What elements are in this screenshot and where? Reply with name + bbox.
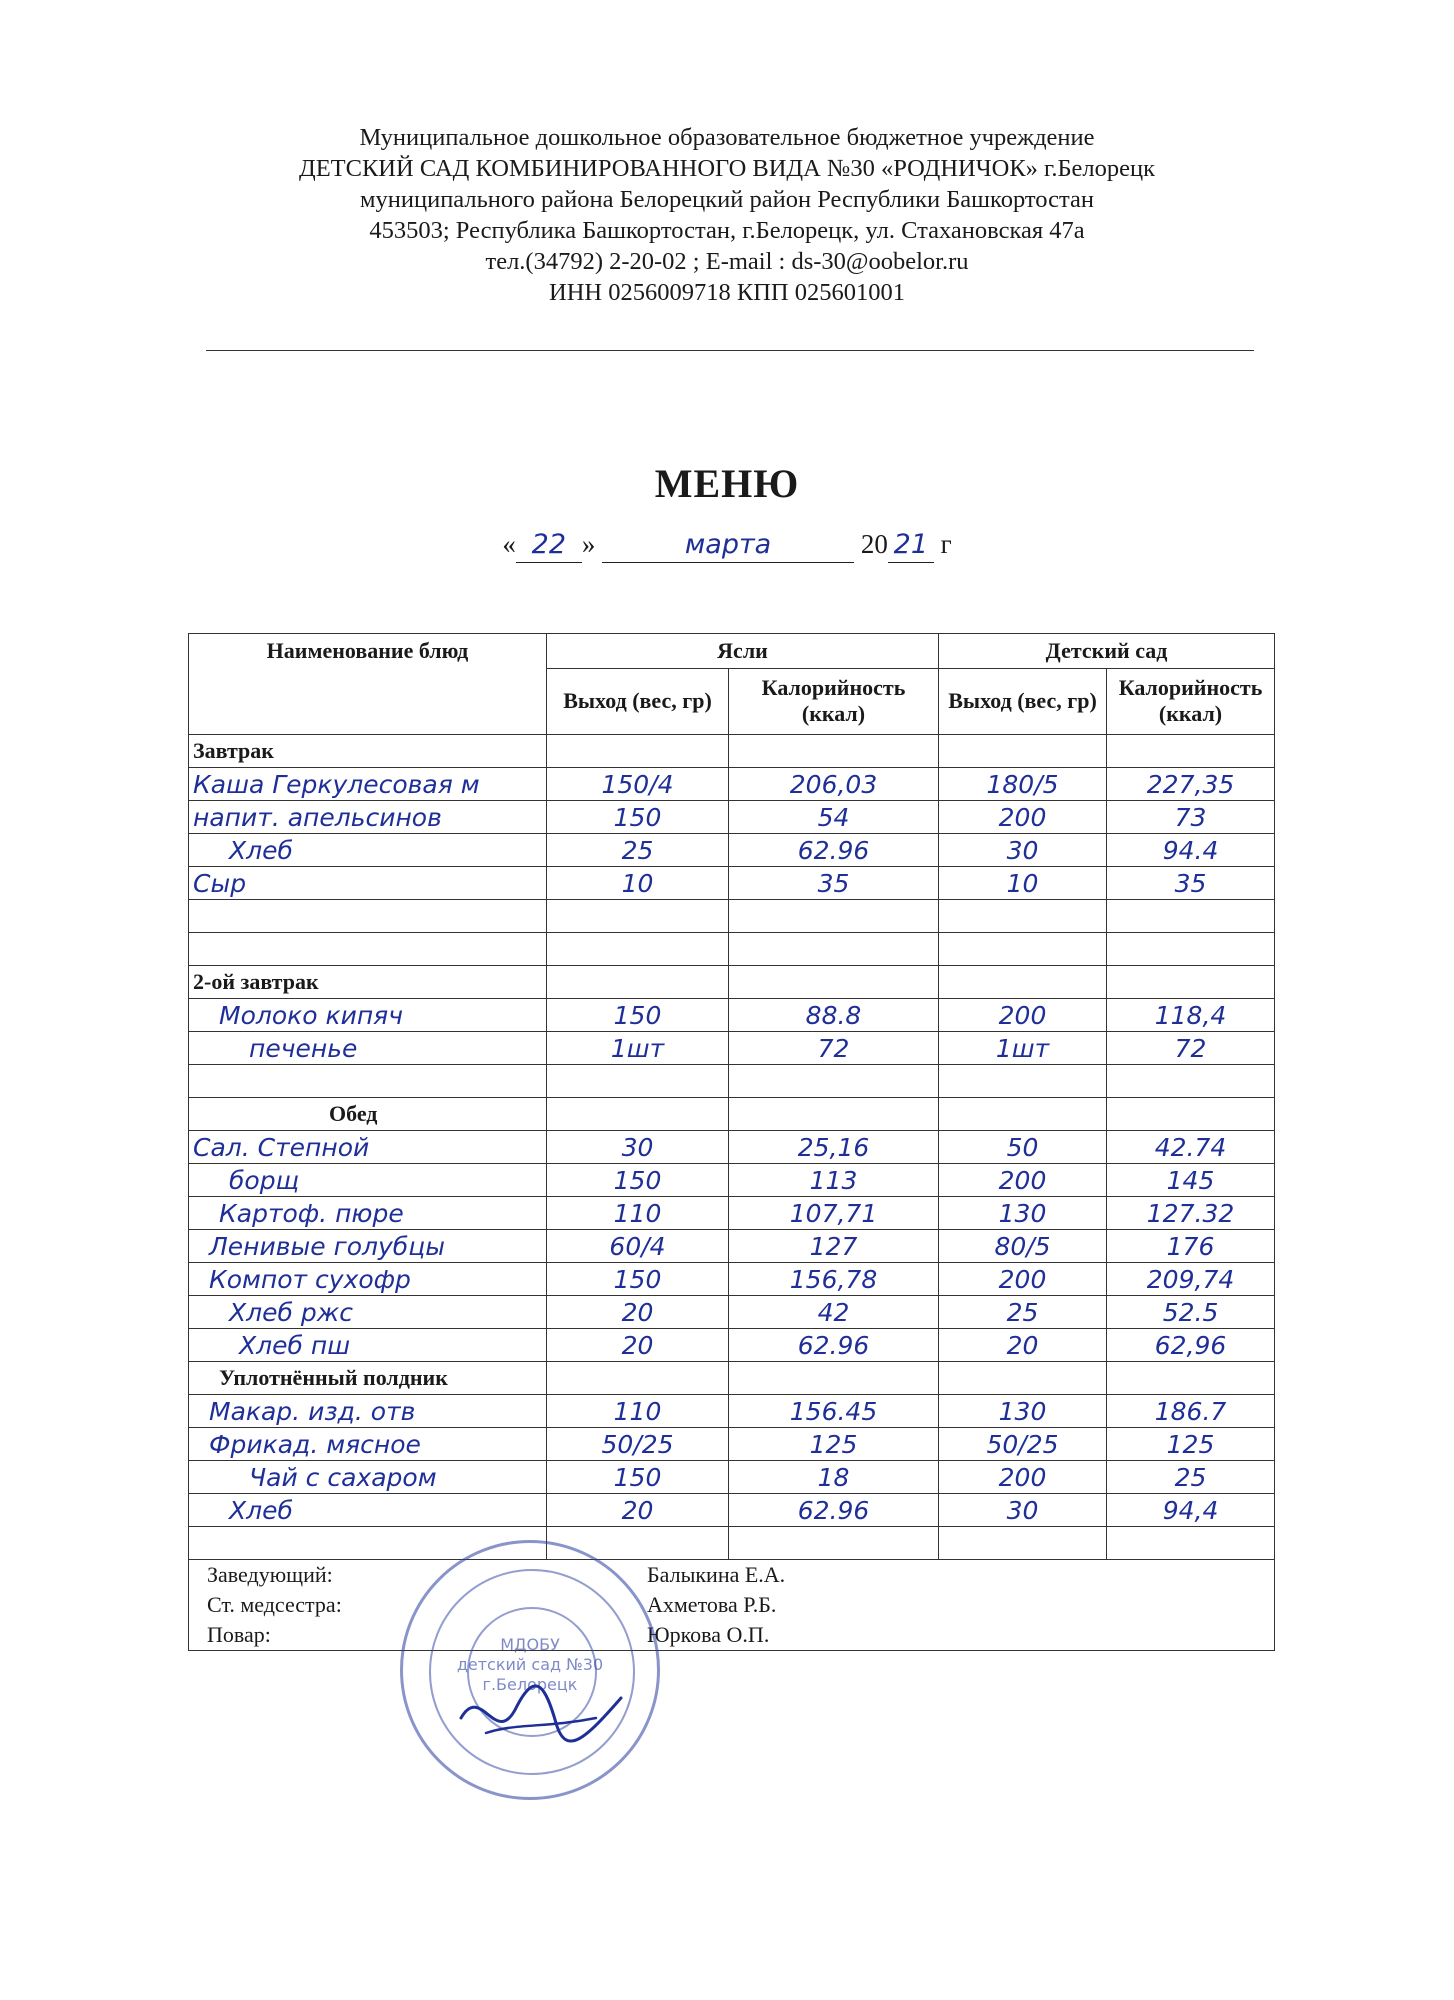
stamp-line: МДОБУ xyxy=(500,1635,560,1654)
kindergarten-calories: 186.7 xyxy=(1107,1395,1275,1428)
date-year-suffix: 21 xyxy=(888,528,934,563)
section-title-snack: Уплотнённый полдник xyxy=(189,1362,547,1395)
table-row xyxy=(189,1197,1275,1230)
kindergarten-calories: 52.5 xyxy=(1107,1296,1275,1329)
dish-name: Хлеб xyxy=(189,834,547,867)
kindergarten-output: 1шт xyxy=(939,1032,1107,1065)
nursery-calories: 35 xyxy=(729,867,939,900)
kindergarten-output: 200 xyxy=(939,1164,1107,1197)
nursery-output: 150 xyxy=(547,1461,729,1494)
nursery-calories: 156.45 xyxy=(729,1395,939,1428)
kindergarten-calories: 94.4 xyxy=(1107,834,1275,867)
section-row xyxy=(189,735,1275,768)
table-row xyxy=(189,1263,1275,1296)
table-row xyxy=(189,1329,1275,1362)
kindergarten-output: 130 xyxy=(939,1197,1107,1230)
kindergarten-calories: 145 xyxy=(1107,1164,1275,1197)
header-nursery: Ясли xyxy=(547,634,939,669)
nursery-calories: 54 xyxy=(729,801,939,834)
official-stamp xyxy=(400,1540,660,1800)
nursery-output: 20 xyxy=(547,1494,729,1527)
handwritten-signature xyxy=(456,1678,626,1748)
nursery-calories: 88.8 xyxy=(729,999,939,1032)
table-row xyxy=(189,1032,1275,1065)
table-row xyxy=(189,1230,1275,1263)
nursery-calories: 107,71 xyxy=(729,1197,939,1230)
date-day: 22 xyxy=(516,528,582,563)
dish-name: Сыр xyxy=(189,867,547,900)
nursery-output: 60/4 xyxy=(547,1230,729,1263)
table-row xyxy=(189,1461,1275,1494)
signature-role: Повар: xyxy=(207,1622,271,1647)
nursery-calories: 62.96 xyxy=(729,1494,939,1527)
date-year-unit: г xyxy=(940,529,952,559)
stamp-line: детский сад №30 xyxy=(456,1655,604,1674)
nursery-calories: 156,78 xyxy=(729,1263,939,1296)
nursery-output: 150 xyxy=(547,801,729,834)
kindergarten-output: 200 xyxy=(939,1263,1107,1296)
header-line-address: 453503; Республика Башкортостан, г.Белорецк, ул. Стахановская 47а xyxy=(369,217,1085,244)
section-title-second-breakfast: 2-ой завтрак xyxy=(189,966,547,999)
table-row xyxy=(189,1428,1275,1461)
kindergarten-calories: 25 xyxy=(1107,1461,1275,1494)
signature-role: Заведующий: xyxy=(207,1562,333,1587)
table-row xyxy=(189,867,1275,900)
table-row xyxy=(189,834,1275,867)
dish-name: Компот сухофр xyxy=(189,1263,547,1296)
header-nursery-calories: Калорийность (ккал) xyxy=(729,668,939,734)
nursery-output: 110 xyxy=(547,1197,729,1230)
signature-row xyxy=(189,1560,1275,1651)
table-row xyxy=(189,801,1275,834)
kindergarten-calories: 125 xyxy=(1107,1428,1275,1461)
letterhead xyxy=(0,122,1454,308)
dish-name: Хлеб пш xyxy=(189,1329,547,1362)
kindergarten-calories: 227,35 xyxy=(1107,768,1275,801)
signature-name: Юркова О.П. xyxy=(647,1622,770,1647)
dish-name: Каша Геркулесовая м xyxy=(189,768,547,801)
dish-name: Сал. Степной xyxy=(189,1131,547,1164)
signature-role: Ст. медсестра: xyxy=(207,1592,342,1617)
kindergarten-output: 200 xyxy=(939,801,1107,834)
nursery-output: 1шт xyxy=(547,1032,729,1065)
signature-name: Балыкина Е.А. xyxy=(647,1562,786,1587)
nursery-output: 20 xyxy=(547,1329,729,1362)
empty-row xyxy=(189,1527,1275,1560)
nursery-calories: 62.96 xyxy=(729,834,939,867)
header-nursery-output: Выход (вес, гр) xyxy=(547,668,729,734)
date-open-quote: « xyxy=(502,529,516,559)
kindergarten-output: 20 xyxy=(939,1329,1107,1362)
date-year-prefix: 20 xyxy=(860,529,888,559)
dish-name: печенье xyxy=(189,1032,547,1065)
dish-name: Хлеб ржс xyxy=(189,1296,547,1329)
nursery-calories: 62.96 xyxy=(729,1329,939,1362)
kindergarten-output: 180/5 xyxy=(939,768,1107,801)
menu-date xyxy=(0,528,1454,563)
nursery-calories: 25,16 xyxy=(729,1131,939,1164)
section-row xyxy=(189,966,1275,999)
kindergarten-output: 25 xyxy=(939,1296,1107,1329)
header-line-org-name: ДЕТСКИЙ САД КОМБИНИРОВАННОГО ВИДА №30 «РОДНИЧОК» г.Белорецк xyxy=(298,155,1156,182)
nursery-calories: 206,03 xyxy=(729,768,939,801)
nursery-output: 150/4 xyxy=(547,768,729,801)
kindergarten-calories: 35 xyxy=(1107,867,1275,900)
nursery-calories: 18 xyxy=(729,1461,939,1494)
signature-name: Ахметова Р.Б. xyxy=(647,1592,777,1617)
kindergarten-output: 30 xyxy=(939,834,1107,867)
dish-name: Ленивые голубцы xyxy=(189,1230,547,1263)
header-divider xyxy=(206,350,1254,351)
table-row xyxy=(189,768,1275,801)
header-line-tax-ids: ИНН 0256009718 КПП 025601001 xyxy=(549,279,905,306)
kindergarten-calories: 42.74 xyxy=(1107,1131,1275,1164)
nursery-output: 150 xyxy=(547,999,729,1032)
header-line-org-type: Муниципальное дошкольное образовательное бюджетное учреждение xyxy=(359,124,1095,151)
dish-name: борщ xyxy=(189,1164,547,1197)
nursery-output: 150 xyxy=(547,1263,729,1296)
nursery-calories: 42 xyxy=(729,1296,939,1329)
dish-name: Чай с сахаром xyxy=(189,1461,547,1494)
empty-row xyxy=(189,900,1275,933)
nursery-output: 30 xyxy=(547,1131,729,1164)
kindergarten-calories: 209,74 xyxy=(1107,1263,1275,1296)
section-title-breakfast: Завтрак xyxy=(189,735,547,768)
stamp-line: г.Белорецк xyxy=(482,1675,578,1694)
nursery-output: 110 xyxy=(547,1395,729,1428)
table-row xyxy=(189,1296,1275,1329)
signature-block xyxy=(189,1560,1275,1651)
kindergarten-calories: 176 xyxy=(1107,1230,1275,1263)
header-kindergarten-output: Выход (вес, гр) xyxy=(939,668,1107,734)
nursery-calories: 72 xyxy=(729,1032,939,1065)
kindergarten-output: 80/5 xyxy=(939,1230,1107,1263)
nursery-output: 20 xyxy=(547,1296,729,1329)
table-row xyxy=(189,1395,1275,1428)
kindergarten-output: 50 xyxy=(939,1131,1107,1164)
dish-name: Хлеб xyxy=(189,1494,547,1527)
kindergarten-calories: 72 xyxy=(1107,1032,1275,1065)
header-kindergarten-calories: Калорийность (ккал) xyxy=(1107,668,1275,734)
date-month: марта xyxy=(602,528,854,563)
nursery-output: 50/25 xyxy=(547,1428,729,1461)
kindergarten-calories: 127.32 xyxy=(1107,1197,1275,1230)
table-row xyxy=(189,1164,1275,1197)
kindergarten-calories: 94,4 xyxy=(1107,1494,1275,1527)
nursery-output: 10 xyxy=(547,867,729,900)
dish-name: напит. апельсинов xyxy=(189,801,547,834)
nursery-calories: 125 xyxy=(729,1428,939,1461)
dish-name: Картоф. пюре xyxy=(189,1197,547,1230)
kindergarten-calories: 118,4 xyxy=(1107,999,1275,1032)
kindergarten-output: 30 xyxy=(939,1494,1107,1527)
kindergarten-output: 200 xyxy=(939,1461,1107,1494)
nursery-output: 150 xyxy=(547,1164,729,1197)
kindergarten-calories: 73 xyxy=(1107,801,1275,834)
date-close-quote: » xyxy=(581,529,596,559)
header-dish-name: Наименование блюд xyxy=(189,634,547,735)
table-row xyxy=(189,1131,1275,1164)
nursery-calories: 113 xyxy=(729,1164,939,1197)
header-line-contacts: тел.(34792) 2-20-02 ; E-mail : ds-30@oobelor.ru xyxy=(485,248,969,275)
kindergarten-output: 200 xyxy=(939,999,1107,1032)
section-row xyxy=(189,1098,1275,1131)
dish-name: Макар. изд. отв xyxy=(189,1395,547,1428)
nursery-output: 25 xyxy=(547,834,729,867)
dish-name: Молоко кипяч xyxy=(189,999,547,1032)
table-row xyxy=(189,1494,1275,1527)
table-row xyxy=(189,999,1275,1032)
section-title-lunch: Обед xyxy=(189,1098,547,1131)
dish-name: Фрикад. мясное xyxy=(189,1428,547,1461)
kindergarten-output: 10 xyxy=(939,867,1107,900)
nursery-calories: 127 xyxy=(729,1230,939,1263)
kindergarten-calories: 62,96 xyxy=(1107,1329,1275,1362)
page-title: МЕНЮ xyxy=(654,461,800,506)
empty-row xyxy=(189,1065,1275,1098)
empty-row xyxy=(189,933,1275,966)
kindergarten-output: 50/25 xyxy=(939,1428,1107,1461)
menu-table xyxy=(188,633,1275,1651)
kindergarten-output: 130 xyxy=(939,1395,1107,1428)
header-line-district: муниципального района Белорецкий район Республики Башкортостан xyxy=(360,186,1094,213)
section-row xyxy=(189,1362,1275,1395)
header-kindergarten: Детский сад xyxy=(939,634,1275,669)
